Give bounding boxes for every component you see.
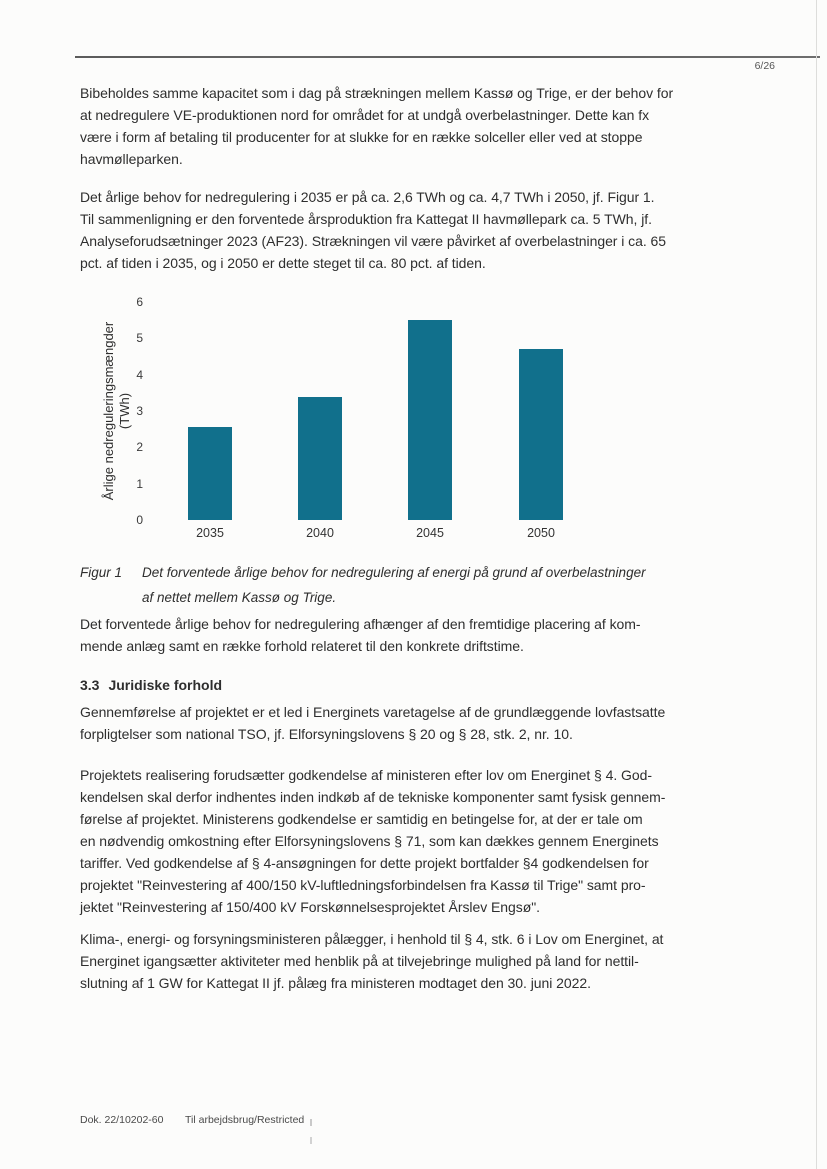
body-paragraph <box>80 186 666 274</box>
y-axis-tick-label: 6 <box>136 295 143 309</box>
footer-doc-reference: Dok. 22/10202-60 <box>80 1114 164 1126</box>
text-line: slutning af 1 GW for Kattegat II jf. pålæg fra ministeren modtaget den 30. juni 2022. <box>80 975 591 991</box>
y-axis-tick-label: 1 <box>136 476 143 491</box>
text-line: projektet "Reinvestering af 400/150 kV-luftledningsforbindelsen fra Kassø til Trige" samt pro- <box>80 877 646 893</box>
x-axis-tick-label: 2050 <box>527 526 555 540</box>
body-paragraph <box>80 701 665 745</box>
section-heading <box>80 677 222 693</box>
y-axis-tick-label: 2 <box>136 440 143 455</box>
section-title: Juridiske forhold <box>108 677 223 693</box>
text-line: havmølleparken. <box>80 151 183 167</box>
chart-bar-group <box>408 320 452 520</box>
text-line: at nedregulere VE-produktionen nord for området for at undgå overbelastninger. Dette kan fx <box>80 107 650 123</box>
footer-classification: Til arbejdsbrug/Restricted <box>185 1114 305 1126</box>
chart-bar-group <box>519 349 563 520</box>
text-line: jektet "Reinvestering af 150/400 kV Forskønnelsesprojektet Årslev Engsø". <box>80 899 540 915</box>
page-number: 6/26 <box>754 60 775 72</box>
text-line: Analyseforudsætninger 2023 (AF23). Strækningen vil være påvirket af overbelastninger i ca. 65 <box>80 233 666 249</box>
y-axis-title-line: Årlige nedreguleringsmængder <box>101 321 116 501</box>
chart-bar <box>188 427 232 520</box>
text-line: Det forventede årlige behov for nedregulering af energi på grund af overbelastninger <box>142 565 646 580</box>
chart-bar <box>519 349 563 520</box>
figure-label: Figur 1 <box>80 565 123 580</box>
text-line: Bibeholdes samme kapacitet som i dag på strækningen mellem Kassø og Trige, er der behov for <box>80 85 674 101</box>
y-axis-tick-label: 4 <box>136 367 143 382</box>
body-paragraph <box>80 928 663 994</box>
text-line: mende anlæg samt en række forhold relateret til den konkrete driftstime. <box>80 638 524 654</box>
y-axis-tick-label: 3 <box>136 404 143 418</box>
text-line: en nødvendig omkostning efter Elforsyningslovens § 71, som kan dækkes gennem Energinets <box>80 833 659 849</box>
text-line: førelse af projektet. Ministerens godkendelse er samtidig en betingelse for, at der er tale om <box>80 811 643 827</box>
scan-edge-line <box>816 0 817 1169</box>
body-paragraph <box>80 764 665 918</box>
text-line: Klima-, energi- og forsyningsministeren pålægger, i henhold til § 4, stk. 6 i Lov om Energinet, at <box>80 931 664 947</box>
text-line: Gennemførelse af projektet er et led i Energinets varetagelse af de grundlæggende lovfastsatte <box>80 704 666 720</box>
x-axis-tick-label: 2035 <box>196 526 224 540</box>
figure-caption <box>80 560 646 610</box>
figure-caption-text <box>142 560 646 610</box>
body-paragraph <box>80 613 641 657</box>
text-line: forpligtelser som national TSO, jf. Elforsyningslovens § 20 og § 28, stk. 2, nr. 10. <box>80 726 573 742</box>
text-line: være i form af betaling til producenter for at slukke for en række solceller eller ved at stoppe <box>80 129 643 145</box>
text-line: af nettet mellem Kassø og Trige. <box>142 590 337 605</box>
chart-bar-group <box>298 397 342 521</box>
y-axis-tick-label: 5 <box>136 331 143 346</box>
text-line: tariffer. Ved godkendelse af § 4-ansøgningen for dette projekt bortfalder §4 godkendelsen for <box>80 855 649 871</box>
text-line: pct. af tiden i 2035, og i 2050 er dette steget til ca. 80 pct. af tiden. <box>80 255 486 271</box>
figure-1-bar-chart <box>95 293 695 553</box>
text-line: Det forventede årlige behov for nedregulering afhænger af den fremtidige placering af kom- <box>80 616 641 632</box>
x-axis-tick-label: 2045 <box>416 526 444 540</box>
text-line: kendelsen skal derfor indhentes inden indkøb af de tekniske komponenter samt fysisk gennem- <box>80 789 666 805</box>
scan-artifact <box>310 1137 312 1144</box>
text-line: Energinet igangsætter aktiviteter med henblik på at tilvejebringe mulighed på land for nettil- <box>80 953 639 969</box>
scan-artifact <box>310 1119 312 1126</box>
y-axis-title-line: (TWh) <box>117 392 132 430</box>
chart-bar <box>298 397 342 521</box>
chart-bar <box>408 320 452 520</box>
text-line: Det årlige behov for nedregulering i 2035 er på ca. 2,6 TWh og ca. 4,7 TWh i 2050, jf. Figur 1. <box>80 189 655 205</box>
y-axis-tick-label: 0 <box>136 513 143 527</box>
header-rule <box>75 56 820 58</box>
body-paragraph <box>80 82 673 170</box>
chart-bar-group <box>188 427 232 520</box>
text-line: Projektets realisering forudsætter godkendelse af ministeren efter lov om Energinet § 4. God- <box>80 767 652 783</box>
x-axis-tick-label: 2040 <box>306 526 334 540</box>
section-number: 3.3 <box>80 677 100 693</box>
text-line: Til sammenligning er den forventede årsproduktion fra Kattegat II havmøllepark ca. 5 TWh, jf. <box>80 211 652 227</box>
